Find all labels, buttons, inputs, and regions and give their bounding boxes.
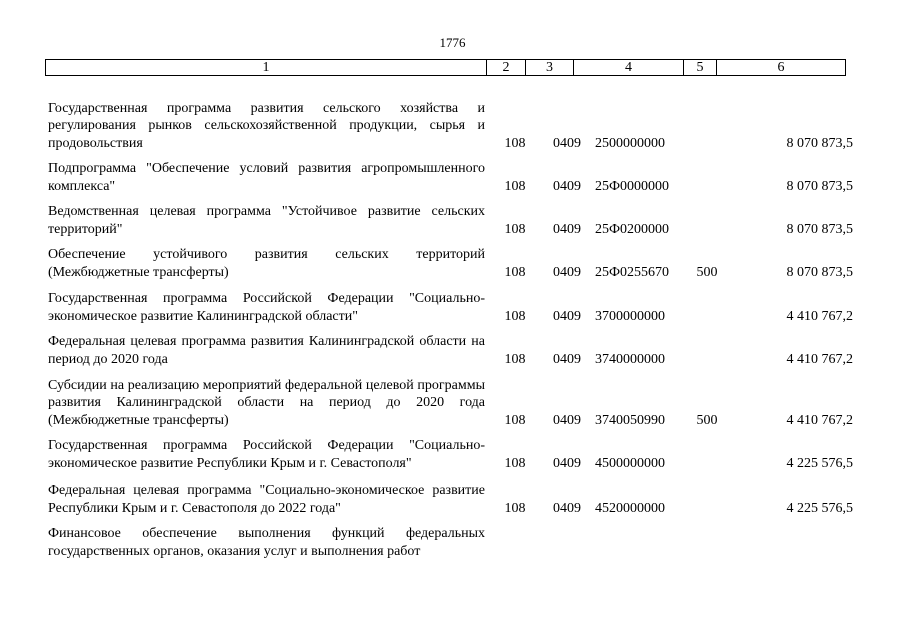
row-ministry-code: 108 bbox=[504, 412, 526, 428]
row-expense-type: 500 bbox=[696, 264, 718, 280]
row-target-article: 25Ф0200000 bbox=[595, 221, 670, 237]
row-name: Субсидии на реализацию мероприятий федеральной целевой программы развития Калининградской области на период до 2020 года (Межбюджетные трансферты) bbox=[48, 377, 485, 428]
row-section-code: 0409 bbox=[553, 221, 581, 237]
row-target-article: 25Ф0255670 bbox=[595, 264, 670, 280]
row-ministry-code: 108 bbox=[504, 455, 526, 471]
row-amount: 4 410 767,2 bbox=[786, 351, 853, 367]
column-header-6: 6 bbox=[717, 60, 846, 76]
row-target-article: 3700000000 bbox=[595, 308, 665, 324]
row-section-code: 0409 bbox=[553, 351, 581, 367]
row-name: Подпрограмма "Обеспечение условий развития агропромышленного комплекса" bbox=[48, 161, 485, 194]
table-row bbox=[0, 195, 905, 238]
row-name: Федеральная целевая программа развития Калининградской области на период до 2020 года bbox=[48, 334, 485, 367]
row-amount: 8 070 873,5 bbox=[786, 178, 853, 194]
row-section-code: 0409 bbox=[553, 178, 581, 194]
row-section-code: 0409 bbox=[553, 455, 581, 471]
budget-rows bbox=[0, 84, 905, 560]
row-expense-type: 500 bbox=[696, 412, 718, 428]
row-name: Обеспечение устойчивого развития сельских территорий (Межбюджетные трансферты) bbox=[48, 247, 485, 280]
row-ministry-code: 108 bbox=[504, 500, 526, 516]
table-row bbox=[0, 325, 905, 368]
row-name: Государственная программа развития сельского хозяйства и регулирования рынков сельскохозяйственной продукции, сырья и продовольствия bbox=[48, 100, 485, 151]
row-section-code: 0409 bbox=[553, 500, 581, 516]
row-ministry-code: 108 bbox=[504, 351, 526, 367]
row-amount: 4 410 767,2 bbox=[786, 412, 853, 428]
row-target-article: 4520000000 bbox=[595, 500, 665, 516]
column-header-2: 2 bbox=[487, 60, 526, 76]
row-target-article: 25Ф0000000 bbox=[595, 178, 670, 194]
row-name: Финансовое обеспечение выполнения функций федеральных государственных органов, оказания услуг и выполнения работ bbox=[48, 526, 485, 559]
column-header-4: 4 bbox=[574, 60, 684, 76]
column-header-table bbox=[45, 59, 846, 76]
table-row bbox=[0, 238, 905, 281]
table-row bbox=[0, 281, 905, 325]
row-section-code: 0409 bbox=[553, 135, 581, 151]
row-section-code: 0409 bbox=[553, 308, 581, 324]
row-amount: 4 225 576,5 bbox=[786, 455, 853, 471]
row-ministry-code: 108 bbox=[504, 308, 526, 324]
row-target-article: 2500000000 bbox=[595, 135, 665, 151]
row-target-article: 3740050990 bbox=[595, 412, 665, 428]
table-row bbox=[0, 517, 905, 560]
row-amount: 8 070 873,5 bbox=[786, 135, 853, 151]
row-amount: 4 225 576,5 bbox=[786, 500, 853, 516]
row-section-code: 0409 bbox=[553, 412, 581, 428]
table-row bbox=[0, 368, 905, 429]
column-header-row bbox=[46, 60, 846, 76]
column-header-5: 5 bbox=[684, 60, 717, 76]
row-section-code: 0409 bbox=[553, 264, 581, 280]
row-amount: 8 070 873,5 bbox=[786, 221, 853, 237]
row-ministry-code: 108 bbox=[504, 178, 526, 194]
table-row bbox=[0, 429, 905, 472]
row-ministry-code: 108 bbox=[504, 221, 526, 237]
page-number: 1776 bbox=[439, 35, 466, 50]
row-name: Ведомственная целевая программа "Устойчивое развитие сельских территорий" bbox=[48, 204, 485, 237]
row-name: Федеральная целевая программа "Социально-экономическое развитие Республики Крым и г. Севастополя до 2022 года" bbox=[48, 483, 485, 516]
row-ministry-code: 108 bbox=[504, 135, 526, 151]
row-target-article: 4500000000 bbox=[595, 455, 665, 471]
column-header-3: 3 bbox=[526, 60, 574, 76]
table-row bbox=[0, 472, 905, 517]
column-header-1: 1 bbox=[46, 60, 487, 76]
row-name: Государственная программа Российской Федерации "Социально-экономическое развитие Республики Крым и г. Севастополя" bbox=[48, 438, 485, 471]
row-name: Государственная программа Российской Федерации "Социально-экономическое развитие Калининградской области" bbox=[48, 291, 485, 324]
row-amount: 8 070 873,5 bbox=[786, 264, 853, 280]
table-row bbox=[0, 152, 905, 195]
row-amount: 4 410 767,2 bbox=[786, 308, 853, 324]
table-row bbox=[0, 84, 905, 152]
row-ministry-code: 108 bbox=[504, 264, 526, 280]
row-target-article: 3740000000 bbox=[595, 351, 665, 367]
